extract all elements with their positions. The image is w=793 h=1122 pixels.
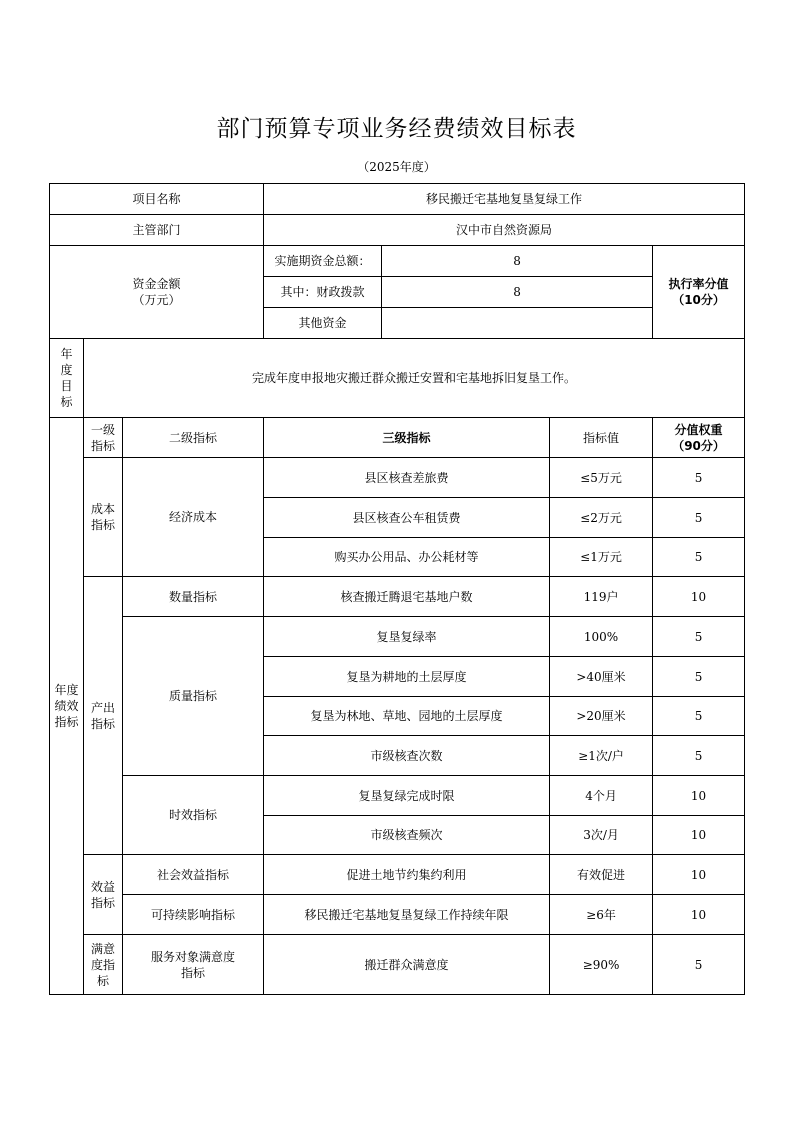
satisfaction-group-line: 满意 (90, 941, 115, 956)
score-cell: 5 (653, 736, 745, 776)
service-satisfaction-line1: 服务对象满意度 (151, 949, 236, 964)
annual-goal-char: 标 (60, 395, 73, 409)
fund-amount-label-line1: 资金金额 (132, 277, 181, 291)
annual-goal-char: 度 (60, 363, 73, 377)
level1-header (84, 418, 123, 458)
satisfaction-group-label (84, 935, 123, 995)
value-header: 指标值 (550, 418, 653, 458)
value-cell: ≥90% (550, 935, 653, 995)
indicator-cell: 移民搬迁宅基地复垦复绿工作持续年限 (264, 895, 550, 935)
fund-fiscal-label: 其中：财政拨款 (264, 277, 382, 308)
score-cell: 10 (653, 895, 745, 935)
value-cell: ≥6年 (550, 895, 653, 935)
indicator-header-row (50, 418, 745, 458)
score-cell: 10 (653, 577, 745, 617)
annual-goal-char: 目 (60, 379, 73, 393)
score-cell: 5 (653, 498, 745, 538)
economic-cost-label: 经济成本 (123, 458, 264, 577)
level1-header-line2: 指标 (90, 438, 115, 453)
value-cell: ≥1次/户 (550, 736, 653, 776)
output-group-label (84, 577, 123, 855)
benefit-group-line: 效益 (90, 879, 115, 894)
fund-amount-label (50, 246, 264, 339)
value-cell: 3次/月 (550, 816, 653, 855)
annual-perf-label (50, 418, 84, 995)
benefit-group-line: 指标 (90, 895, 115, 910)
project-name-label: 项目名称 (50, 184, 264, 215)
service-satisfaction-line2: 指标 (181, 965, 206, 980)
department-row (50, 215, 745, 246)
table-row (50, 935, 745, 995)
value-cell: 4个月 (550, 776, 653, 816)
service-satisfaction-label (123, 935, 264, 995)
score-cell: 5 (653, 617, 745, 657)
indicator-cell: 搬迁群众满意度 (264, 935, 550, 995)
fund-other-value (382, 308, 653, 339)
indicator-cell: 县区核查差旅费 (264, 458, 550, 498)
timeliness-label: 时效指标 (123, 776, 264, 855)
weight-header (653, 418, 745, 458)
indicator-cell: 复垦为林地、草地、园地的土层厚度 (264, 697, 550, 736)
value-cell: ≤5万元 (550, 458, 653, 498)
fund-total-label: 实施期资金总额： (264, 246, 382, 277)
score-cell: 5 (653, 538, 745, 577)
exec-rate-label-line1: 执行率分值 (668, 277, 729, 291)
social-benefit-label: 社会效益指标 (123, 855, 264, 895)
value-cell: ≤1万元 (550, 538, 653, 577)
quality-label: 质量指标 (123, 617, 264, 776)
annual-goal-label (50, 339, 84, 418)
value-cell: 119户 (550, 577, 653, 617)
table-row (50, 776, 745, 816)
department-value: 汉中市自然资源局 (264, 215, 745, 246)
project-name-value: 移民搬迁宅基地复垦复绿工作 (264, 184, 745, 215)
value-cell: >20厘米 (550, 697, 653, 736)
score-cell: 5 (653, 935, 745, 995)
indicator-cell: 市级核查频次 (264, 816, 550, 855)
satisfaction-group-line: 度指 (90, 957, 115, 972)
annual-goal-char: 年 (60, 347, 73, 361)
table-row (50, 458, 745, 498)
output-group-line: 指标 (90, 716, 115, 731)
indicator-cell: 复垦复绿完成时限 (264, 776, 550, 816)
level1-header-line1: 一级 (90, 422, 115, 437)
score-cell: 10 (653, 816, 745, 855)
level2-header: 二级指标 (123, 418, 264, 458)
indicator-cell: 复垦为耕地的土层厚度 (264, 657, 550, 697)
cost-group-line: 成本 (90, 502, 115, 516)
score-cell: 10 (653, 776, 745, 816)
page-title: 部门预算专项业务经费绩效目标表 (216, 116, 577, 142)
score-cell: 5 (653, 458, 745, 498)
fund-total-row (50, 246, 745, 277)
satisfaction-group-line: 标 (96, 973, 109, 988)
annual-goal-row (50, 339, 745, 418)
annual-goal-text: 完成年度申报地灾搬迁群众搬迁安置和宅基地拆旧复垦工作。 (84, 339, 745, 418)
score-cell: 10 (653, 855, 745, 895)
cost-group-line: 指标 (90, 518, 115, 532)
level3-header: 三级指标 (264, 418, 550, 458)
page-subtitle: （2025年度） (357, 160, 436, 174)
indicator-cell: 市级核查次数 (264, 736, 550, 776)
benefit-group-label (84, 855, 123, 935)
indicator-cell: 购买办公用品、办公耗材等 (264, 538, 550, 577)
sustainable-label: 可持续影响指标 (123, 895, 264, 935)
exec-rate-label-line2: （10分） (672, 293, 725, 307)
project-name-row (50, 184, 745, 215)
value-cell: 有效促进 (550, 855, 653, 895)
annual-perf-label-line: 指标 (54, 715, 79, 729)
annual-perf-label-line: 年度 (54, 683, 79, 697)
fund-fiscal-value: 8 (382, 277, 653, 308)
weight-header-line2: （90分） (672, 438, 725, 453)
annual-perf-label-line: 绩效 (54, 699, 79, 713)
quantity-label: 数量指标 (123, 577, 264, 617)
table-row (50, 855, 745, 895)
value-cell: >40厘米 (550, 657, 653, 697)
weight-header-line1: 分值权重 (674, 422, 723, 437)
fund-amount-label-line2: （万元） (132, 293, 181, 307)
exec-rate-score (653, 246, 745, 339)
fund-total-value: 8 (382, 246, 653, 277)
value-cell: 100% (550, 617, 653, 657)
cost-group-label (84, 458, 123, 577)
table-row (50, 617, 745, 657)
score-cell: 5 (653, 657, 745, 697)
indicator-cell: 核查搬迁腾退宅基地户数 (264, 577, 550, 617)
output-group-line: 产出 (90, 700, 115, 715)
performance-table (49, 183, 745, 995)
value-cell: ≤2万元 (550, 498, 653, 538)
table-row (50, 577, 745, 617)
indicator-cell: 促进土地节约集约利用 (264, 855, 550, 895)
indicator-cell: 县区核查公车租赁费 (264, 498, 550, 538)
table-row (50, 895, 745, 935)
score-cell: 5 (653, 697, 745, 736)
fund-other-label: 其他资金 (264, 308, 382, 339)
department-label: 主管部门 (50, 215, 264, 246)
indicator-cell: 复垦复绿率 (264, 617, 550, 657)
